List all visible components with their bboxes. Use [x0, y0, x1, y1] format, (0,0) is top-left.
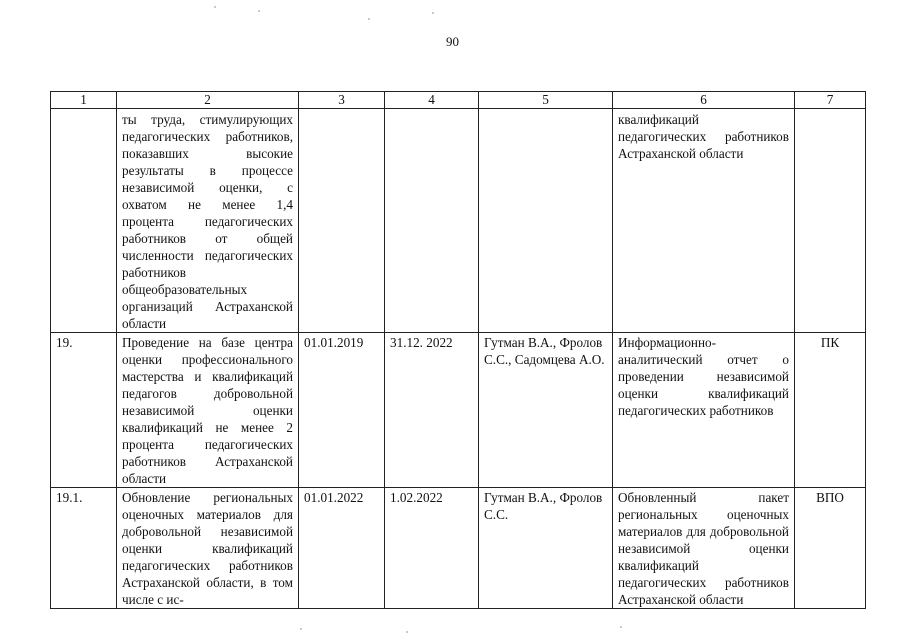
header-row	[51, 92, 866, 109]
cell-start-date: 01.01.2022	[299, 488, 385, 609]
cell-end-date	[385, 109, 479, 333]
cell-description: ты труда, стимулирующих педагогических работников, показавших высокие результаты в процессе независимой оценки, с охватом не менее 1,4 процента педагогических работников от общей численности педагогических работников общеобразовательных организаций Астраханской области	[117, 109, 299, 333]
cell-start-date	[299, 109, 385, 333]
scan-speck	[300, 628, 302, 630]
table-row	[51, 488, 866, 609]
column-header: 5	[479, 92, 613, 109]
cell-end-date: 31.12. 2022	[385, 333, 479, 488]
plan-table	[50, 91, 866, 609]
scan-speck	[258, 10, 260, 12]
cell-end-date: 1.02.2022	[385, 488, 479, 609]
scan-speck	[432, 12, 434, 14]
cell-number	[51, 109, 117, 333]
cell-start-date: 01.01.2019	[299, 333, 385, 488]
cell-result: Информационно-аналитический отчет о проведении независимой оценки квалификаций педагогических работников	[613, 333, 795, 488]
cell-responsible: Гутман В.А., Фролов С.С., Садомцева А.О.	[479, 333, 613, 488]
cell-type: ВПО	[795, 488, 866, 609]
cell-type: ПК	[795, 333, 866, 488]
column-header: 4	[385, 92, 479, 109]
cell-number: 19.	[51, 333, 117, 488]
cell-result: квалификаций педагогических работников Астраханской области	[613, 109, 795, 333]
cell-result: Обновленный пакет региональных оценочных материалов для добровольной независимой оценки квалификаций педагогических работников Астраханской области	[613, 488, 795, 609]
cell-description: Проведение на базе центра оценки профессионального мастерства и квалификаций педагогов добровольной независимой оценки квалификаций не менее 2 процента педагогических работников Астраханской области	[117, 333, 299, 488]
scan-speck	[214, 6, 216, 8]
column-header: 6	[613, 92, 795, 109]
scan-speck	[620, 626, 622, 628]
column-header: 7	[795, 92, 866, 109]
scan-speck	[406, 631, 408, 633]
cell-description: Обновление региональных оценочных материалов для добровольной независимой оценки квалификаций педагогических работников Астраханской области, в том числе с ис-	[117, 488, 299, 609]
table-row	[51, 109, 866, 333]
page-number: 90	[446, 34, 459, 49]
cell-responsible: Гутман В.А., Фролов С.С.	[479, 488, 613, 609]
column-header: 3	[299, 92, 385, 109]
column-header: 1	[51, 92, 117, 109]
scan-speck	[368, 18, 370, 20]
cell-type	[795, 109, 866, 333]
cell-responsible	[479, 109, 613, 333]
cell-number: 19.1.	[51, 488, 117, 609]
table-row	[51, 333, 866, 488]
column-header: 2	[117, 92, 299, 109]
